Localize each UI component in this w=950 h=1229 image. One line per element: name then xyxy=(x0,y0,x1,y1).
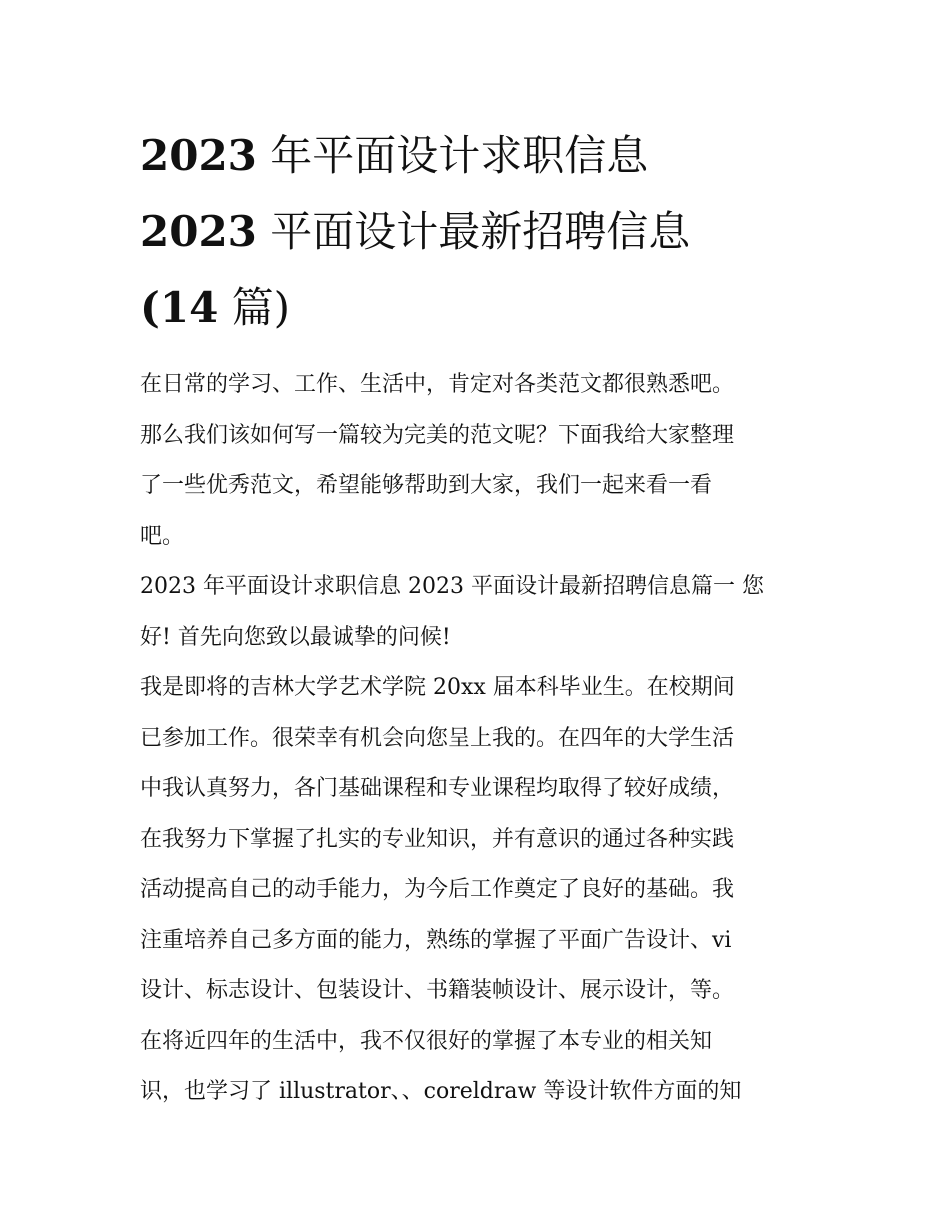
document-title xyxy=(140,118,820,346)
text-line: 识，也学习了 illustrator、、coreldraw 等设计软件方面的知 xyxy=(140,1079,742,1104)
body-paragraph xyxy=(140,663,820,1118)
text-line: 那么我们该如何写一篇较为完美的范文呢？下面我给大家整理 xyxy=(140,422,735,448)
text-line: 在将近四年的生活中，我不仅很好的掌握了本专业的相关知 xyxy=(140,1028,713,1054)
title-text: 年平面设计求职信息 xyxy=(256,131,649,180)
title-year: 2023 xyxy=(140,131,257,180)
text-line: 我是即将的吉林大学艺术学院 20xx 届本科毕业生。在校期间 xyxy=(140,675,735,700)
section-heading-paragraph xyxy=(140,562,820,663)
text-line: 已参加工作。很荣幸有机会向您呈上我的。在四年的大学生活 xyxy=(140,725,735,751)
document-content xyxy=(140,118,820,1118)
title-year: 2023 xyxy=(140,207,257,256)
title-text: 篇) xyxy=(218,283,291,332)
title-text: 平面设计最新招聘信息 xyxy=(256,207,691,256)
text-line: 好! 首先向您致以最诚挚的问候! xyxy=(140,624,451,650)
text-line: 活动提高自己的动手能力，为今后工作奠定了良好的基础。我 xyxy=(140,877,735,902)
text-line: 吧。 xyxy=(140,523,185,549)
intro-paragraph xyxy=(140,360,820,562)
title-line xyxy=(140,118,820,194)
text-line: 中我认真努力，各门基础课程和专业课程均取得了较好成绩， xyxy=(140,776,735,801)
title-count: (14 xyxy=(140,283,219,332)
text-line: 在日常的学习、工作、生活中，肯定对各类范文都很熟悉吧。 xyxy=(140,372,735,397)
text-line: 设计、标志设计、包装设计、书籍装帧设计、展示设计，等。 xyxy=(140,978,735,1003)
text-line: 注重培养自己多方面的能力，熟练的掌握了平面广告设计、vi xyxy=(140,927,732,953)
text-line: 2023 年平面设计求职信息 2023 平面设计最新招聘信息篇一 您 xyxy=(140,574,764,599)
text-line: 在我努力下掌握了扎实的专业知识，并有意识的通过各种实践 xyxy=(140,826,735,852)
text-line: 了一些优秀范文，希望能够帮助到大家，我们一起来看一看 xyxy=(140,473,713,498)
title-line xyxy=(140,270,820,346)
title-line xyxy=(140,194,820,270)
